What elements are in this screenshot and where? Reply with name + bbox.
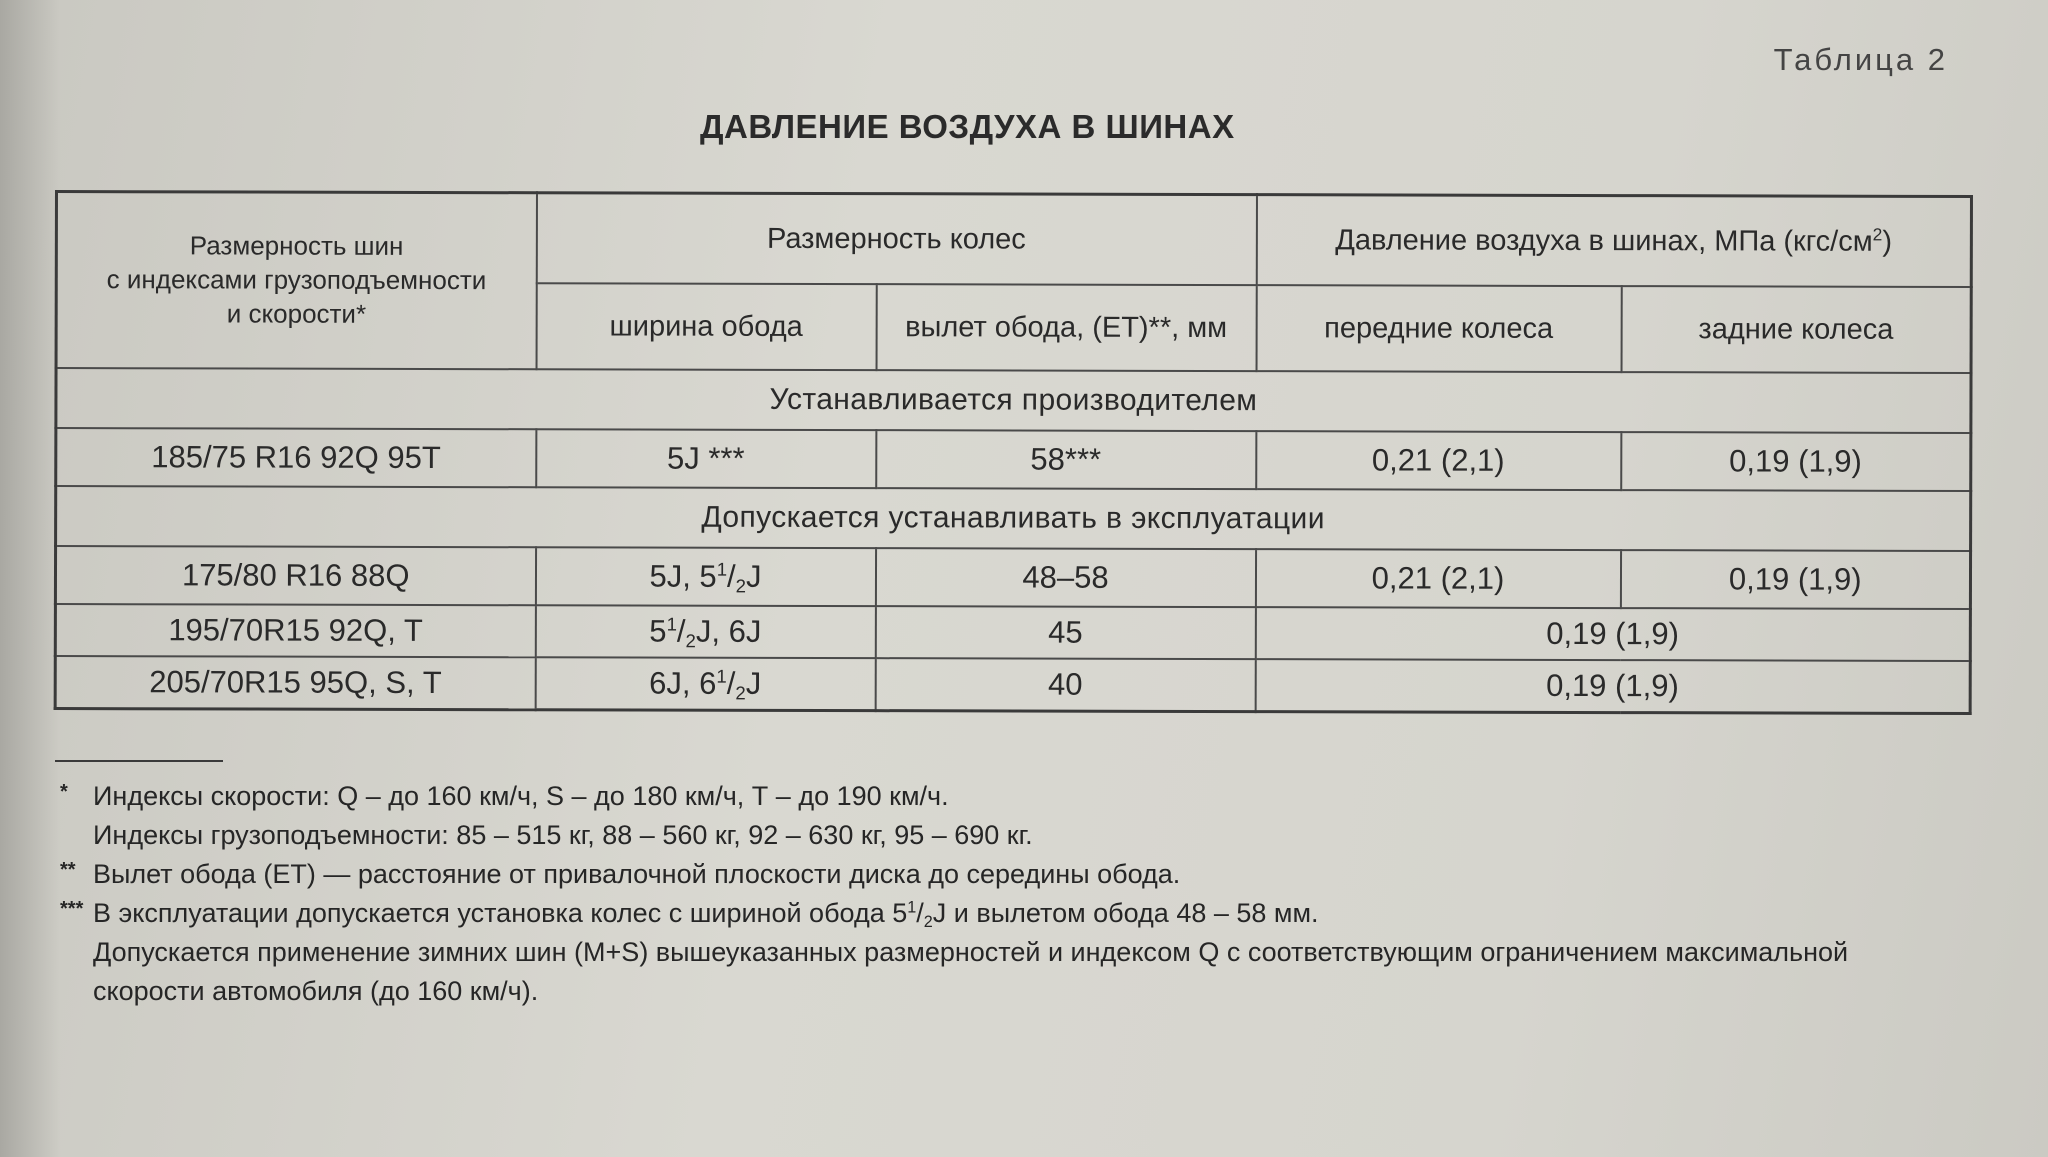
header-tire-size-line: Размерность шин — [189, 230, 404, 262]
footnote-line: Индексы скорости: Q – до 160 км/ч, S – до 180 км/ч, Т – до 190 км/ч. — [93, 781, 949, 811]
tire-size-cell: 205/70R15 95Q, S, T — [55, 656, 535, 710]
rim-offset-cell: 45 — [875, 606, 1255, 659]
front-pressure-cell: 0,21 (2,1) — [1256, 431, 1621, 490]
pressure-cell-both: 0,19 (1,9) — [1255, 607, 1970, 661]
table-row — [56, 428, 1971, 491]
tire-size-cell: 175/80 R16 88Q — [55, 546, 535, 605]
pressure-table-container — [54, 190, 1970, 715]
tire-size-cell: 185/75 R16 92Q 95T — [56, 428, 536, 487]
header-rear-wheels: задние колеса — [1621, 286, 1971, 373]
section-row-allowed — [56, 486, 1971, 551]
section-allowed-label: Допускается устанавливать в эксплуатации — [56, 486, 1971, 551]
table-row — [55, 546, 1970, 609]
header-pressure: Давление воздуха в шинах, МПа $(кгс/см^2)$ — [1256, 195, 1971, 287]
table-row — [55, 604, 1970, 661]
footnote-line: Вылет обода (ЕТ) — расстояние от привалочной плоскости диска до середины обода. — [93, 859, 1181, 889]
table-number-label: Таблица 2 — [1773, 42, 1948, 77]
rim-width-cell: 5J, $5^1/_2J$ — [535, 547, 875, 606]
footnote-mark: ** — [60, 859, 76, 881]
footnote-operation — [60, 894, 1990, 1011]
header-rim-offset: вылет обода, (ЕТ)**, мм — [876, 284, 1256, 371]
rim-width-cell: 5J *** — [536, 429, 876, 488]
header-tire-size — [56, 192, 536, 370]
header-rim-width: ширина обода — [536, 283, 876, 370]
rim-offset-cell: 58*** — [876, 430, 1256, 489]
section-row-factory — [56, 368, 1971, 433]
footnote-line: Допускается применение зимних шин (М+S) вышеуказанных размерностей и индексом Q с соответствующим ограничением максимальной — [93, 937, 1849, 967]
tire-pressure-table — [54, 190, 1973, 715]
header-tire-size-line: и скорости* — [226, 298, 367, 329]
footnote-line: скорости автомобиля (до 160 км/ч). — [93, 976, 539, 1006]
footnote-speed-load — [60, 777, 1990, 855]
footnote-mark: * — [60, 781, 68, 803]
header-row-main — [56, 192, 1971, 288]
footnote-offset — [60, 855, 1990, 894]
pressure-cell-both: 0,19 (1,9) — [1255, 659, 1970, 713]
section-factory-label: Устанавливается производителем — [56, 368, 1971, 433]
page-shadow — [0, 0, 60, 1157]
rear-pressure-cell: 0,19 (1,9) — [1620, 550, 1970, 609]
footnotes — [60, 777, 1990, 1011]
footnote-line: В эксплуатации допускается установка колес с шириной обода $5^1/_2J$ и вылетом обода 48 – 58 мм. — [93, 898, 1319, 931]
rim-width-cell: $5^1/_2J$, 6J — [535, 605, 875, 658]
table-row — [55, 656, 1970, 714]
front-pressure-cell: 0,21 (2,1) — [1255, 549, 1620, 608]
header-wheel-size: Размерность колес — [536, 193, 1256, 285]
table-title: ДАВЛЕНИЕ ВОЗДУХА В ШИНАХ — [700, 108, 1235, 145]
rear-pressure-cell: 0,19 (1,9) — [1621, 432, 1971, 491]
rim-offset-cell: 48–58 — [875, 548, 1255, 607]
rim-width-cell: 6J, $6^1/_2J$ — [535, 657, 875, 710]
footnote-line: Индексы грузоподъемности: 85 – 515 кг, 88 – 560 кг, 92 – 630 кг, 95 – 690 кг. — [93, 820, 1033, 850]
tire-size-cell: 195/70R15 92Q, T — [55, 604, 535, 657]
header-front-wheels: передние колеса — [1256, 285, 1621, 372]
header-tire-size-line: с индексами грузоподъемности — [106, 264, 487, 296]
footnote-mark: *** — [60, 898, 84, 920]
rim-offset-cell: 40 — [875, 658, 1255, 711]
footnote-divider — [55, 760, 223, 762]
